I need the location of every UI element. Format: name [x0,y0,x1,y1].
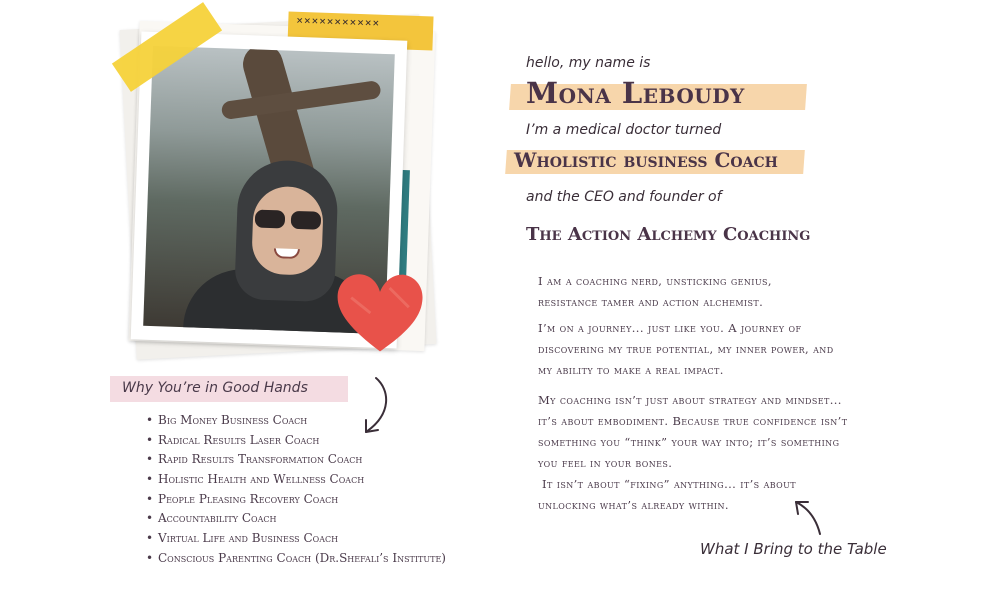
coach-credentials-list [146,411,486,569]
bio-line: My coaching isn’t just about strategy and mindset... [538,393,842,407]
bio-line: It isn’t about “fixing” anything... it’s about [538,477,797,491]
heart-icon [332,268,428,358]
hello-line: hello, my name is [526,55,651,71]
list-item: • Rapid Results Transformation Coach [146,450,486,470]
coach-title: Wholistic business Coach [514,148,778,172]
photo-collage [100,0,440,370]
bio-line: it’s about embodiment. Because true confidence isn’t [538,414,848,428]
bio-line: I’m on a journey... just like you. A journey of [538,321,802,335]
list-item: • Conscious Parenting Coach (Dr.Shefali’s Institute) [146,549,486,569]
list-item: • Holistic Health and Wellness Coach [146,470,486,490]
why-label-text: Why You’re in Good Hands [122,380,308,396]
yellow-tape-band: ××××××××××× [287,11,433,50]
tree-branch [221,80,382,120]
list-item: • Accountability Coach [146,509,486,529]
curved-arrow-icon [786,494,826,538]
bio-line: I am a coaching nerd, unsticking genius, [538,274,772,288]
name-heading: Mona Leboudy [526,76,745,110]
bio-paragraph-2 [538,318,878,381]
bio-line: my ability to make a real impact. [538,363,724,377]
list-item: • People Pleasing Recovery Coach [146,490,486,510]
doctor-turned-line: I’m a medical doctor turned [526,122,722,138]
list-item: • Virtual Life and Business Coach [146,529,486,549]
list-item: • Radical Results Laser Coach [146,431,486,451]
bio-line: unlocking what’s already within. [538,498,729,512]
bio-paragraph-1 [538,271,878,313]
bio-line: discovering my true potential, my inner power, and [538,342,834,356]
bio-paragraph-3 [538,390,878,516]
bring-to-table-label: What I Bring to the Table [700,540,887,558]
bio-line: something you “think” your way into; it’s something [538,435,840,449]
list-item: • Big Money Business Coach [146,411,486,431]
founder-line: and the CEO and founder of [526,189,722,205]
bio-line: resistance tamer and action alchemist. [538,295,764,309]
bio-line: you feel in your bones. [538,456,673,470]
why-good-hands-label [110,376,348,402]
company-name: The Action Alchemy Coaching [526,224,811,245]
